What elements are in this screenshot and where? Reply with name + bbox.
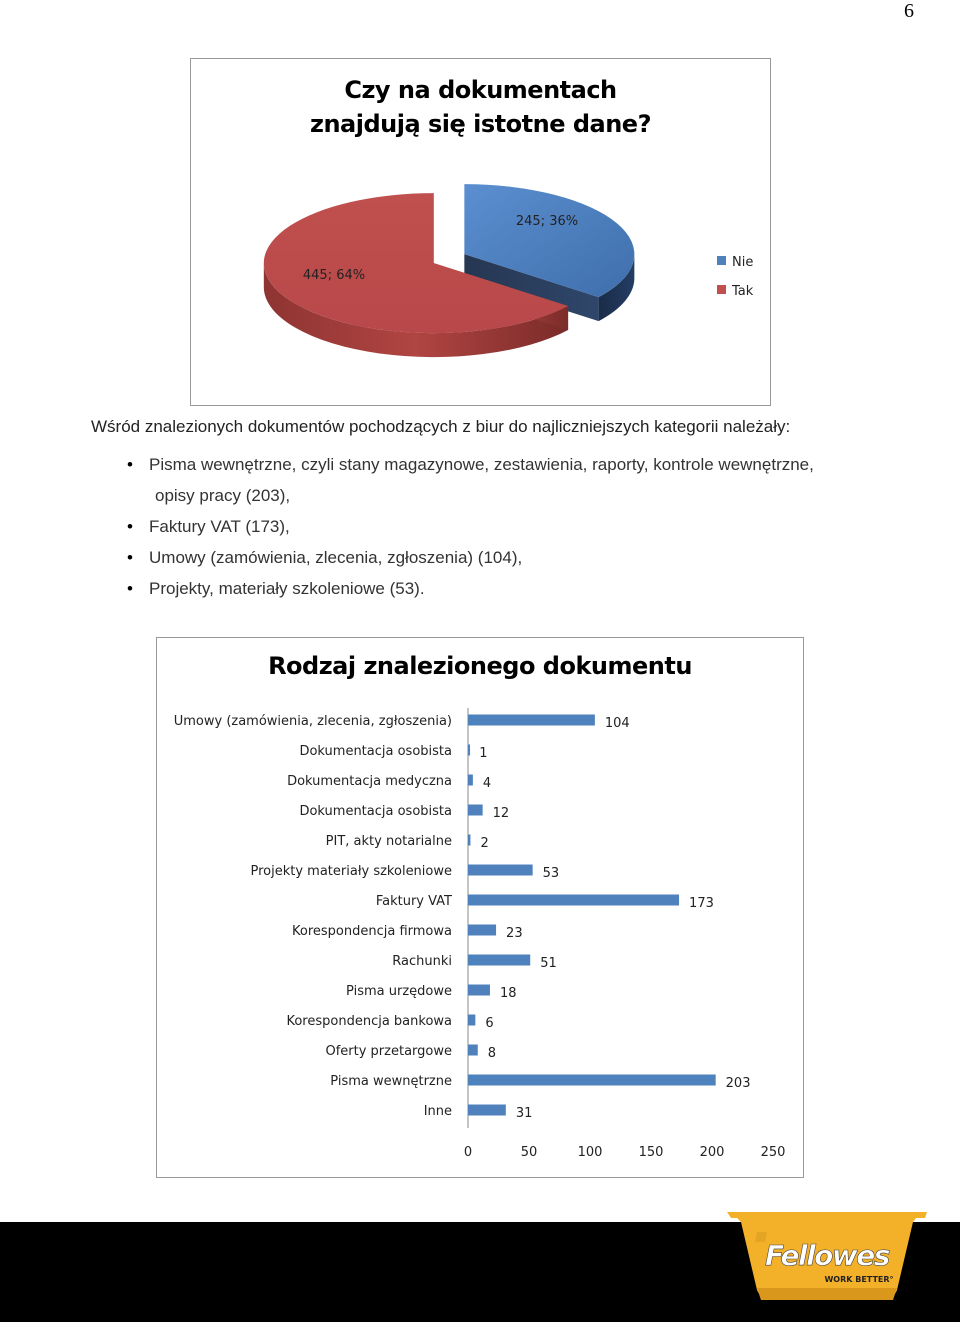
category-label: Oferty przetargowe [325,1044,452,1059]
category-label: Dokumentacja medyczna [287,774,452,789]
category-label: Rachunki [392,954,452,969]
data-label: 6 [485,1016,494,1031]
category-label: Pisma urzędowe [346,984,452,999]
bullet-item-pisma-wewnetrzne [127,449,889,511]
category-label: Inne [423,1104,452,1119]
bullet-item-faktury [127,511,889,542]
bullet-item-projekty [127,573,889,604]
legend-label-tak: Tak [732,284,754,299]
bullet-item-line: Pisma wewnętrzne, czyli stany magazynowe, zestawienia, raporty, kontrole wewnętrzne, [149,455,814,474]
bullet-item-line: Faktury VAT (173), [149,517,290,536]
x-tick-label: 150 [638,1145,664,1160]
data-label: 4 [482,776,492,791]
legend-swatch-nie [717,256,726,265]
category-label: PIT, akty notarialne [325,834,452,849]
fellowes-logo [727,1212,927,1312]
intro-paragraph: Wśród znalezionych dokumentów pochodzących z biur do najliczniejszych kategorii należały: [91,417,791,436]
category-label: Umowy (zamówienia, zlecenia, zgłoszenia) [173,714,452,729]
bar [468,865,533,876]
x-tick-label: 250 [760,1145,786,1160]
x-tick-label: 0 [463,1145,473,1160]
bar-chart [157,638,803,1177]
page-number: 6 [904,0,914,22]
data-label: 8 [487,1046,497,1061]
bar-chart-frame [156,637,804,1178]
data-label: 173 [689,896,714,911]
category-label: Pisma wewnętrzne [330,1074,452,1089]
bar [468,805,483,816]
bar-chart-title: Rodzaj znalezionego dokumentu [268,652,692,680]
svg-text:WORK BETTER°: WORK BETTER° [824,1275,894,1284]
x-tick-label: 50 [520,1145,538,1160]
data-label: 18 [499,986,517,1001]
data-label: 1 [479,746,488,761]
category-label: Projekty materiały szkoleniowe [250,864,452,879]
bar [468,745,470,756]
bullet-item-line: Umowy (zamówienia, zlecenia, zgłoszenia) (104), [149,548,523,567]
bar [468,715,595,726]
bar [468,895,679,906]
data-label: 2 [480,836,489,851]
pie-chart-frame [190,58,771,406]
bullet-item-line: Projekty, materiały szkoleniowe (53). [149,579,425,598]
pie-chart [191,59,770,405]
data-label: 51 [540,956,557,971]
data-label: 31 [515,1106,533,1121]
bar [468,985,490,996]
bar [468,925,496,936]
category-label: Korespondencja firmowa [292,924,452,939]
pie-chart-title: Czy na dokumentach znajdują się istotne dane? [310,76,651,138]
pie-data-label-nie: 245; 36% [515,214,579,229]
data-label: 203 [725,1076,751,1091]
svg-text:Fellowes: Fellowes [765,1239,889,1272]
legend-swatch-tak [717,285,726,294]
data-label: 53 [542,866,560,881]
data-label: 12 [492,806,510,821]
data-label: 104 [604,716,630,731]
category-label: Dokumentacja osobista [299,804,452,819]
bar [468,1015,475,1026]
bar [468,1045,478,1056]
bar [468,1105,506,1116]
category-label: Korespondencja bankowa [286,1014,452,1029]
bullet-item-umowy [127,542,889,573]
category-label: Faktury VAT [375,894,452,909]
category-label: Dokumentacja osobista [299,744,452,759]
bullet-list [127,449,889,604]
bar [468,1075,716,1086]
bar [468,775,473,786]
bar [468,835,470,846]
legend-label-nie: Nie [732,255,754,270]
x-tick-label: 200 [699,1145,725,1160]
bar [468,955,530,966]
x-tick-label: 100 [577,1145,603,1160]
bullet-item-line-continued: opisy pracy (203), [155,486,291,505]
pie-data-label-tak: 445; 64% [302,268,366,283]
data-label: 23 [506,926,523,941]
